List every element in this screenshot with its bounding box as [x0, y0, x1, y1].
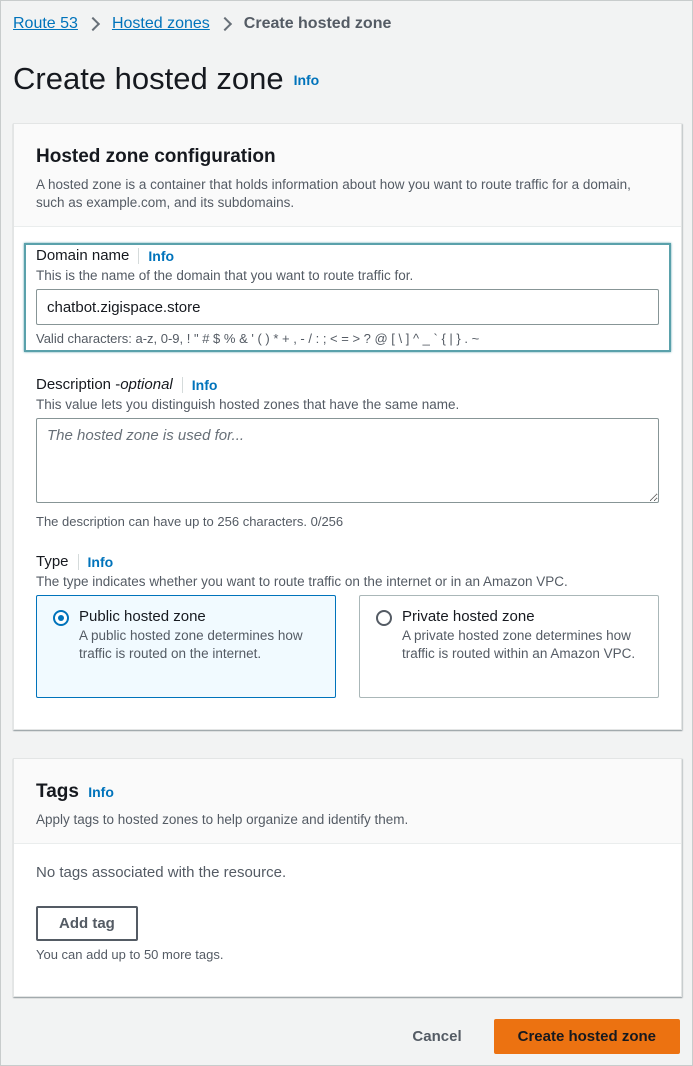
tags-limit-text: You can add up to 50 more tags. — [36, 947, 224, 962]
hosted-zone-configuration-panel — [13, 123, 682, 730]
description-label — [36, 376, 659, 393]
tags-title — [36, 781, 659, 803]
description-textarea[interactable] — [36, 418, 659, 503]
private-zone-description: A private hosted zone determines how traffic is routed within an Amazon VPC. — [402, 628, 636, 661]
public-zone-description: A public hosted zone determines how traffic is routed on the internet. — [79, 628, 303, 661]
page-info-link[interactable]: Info — [293, 72, 320, 88]
domain-name-input[interactable] — [36, 289, 659, 325]
cancel-button[interactable]: Cancel — [412, 1028, 462, 1045]
add-tag-button[interactable]: Add tag — [36, 906, 138, 941]
private-zone-text — [402, 608, 642, 685]
breadcrumb-route53[interactable]: Route 53 — [13, 15, 78, 32]
config-header — [14, 124, 681, 227]
description-label-optional: optional — [120, 376, 173, 393]
description-constraint: The description can have up to 256 characters. 0/256 — [36, 514, 344, 529]
public-hosted-zone-tile[interactable] — [36, 595, 336, 698]
tags-panel — [13, 758, 682, 997]
private-zone-radio[interactable] — [376, 610, 392, 626]
page-title-text: Create hosted zone — [13, 61, 284, 96]
chevron-right-icon — [86, 17, 100, 31]
type-label-text: Type — [36, 553, 69, 570]
tags-description: Apply tags to hosted zones to help organize and identify them. — [36, 812, 409, 827]
description-label-text: Description - — [36, 376, 121, 393]
tags-body — [14, 844, 681, 984]
type-tiles — [36, 595, 659, 698]
tags-info-link[interactable]: Info — [88, 784, 114, 800]
config-title: Hosted zone configuration — [36, 146, 276, 167]
breadcrumb-hosted-zones[interactable]: Hosted zones — [111, 15, 210, 32]
type-description: The type indicates whether you want to route traffic on the internet or in an Amazon VPC. — [36, 574, 568, 589]
private-zone-title: Private hosted zone — [402, 608, 535, 625]
type-label — [36, 553, 659, 570]
domain-name-info-link[interactable]: Info — [138, 248, 174, 264]
type-field — [36, 553, 659, 698]
public-zone-title: Public hosted zone — [79, 608, 206, 625]
description-info-link[interactable]: Info — [182, 377, 218, 393]
tags-header — [14, 759, 681, 844]
breadcrumb-current: Create hosted zone — [243, 15, 392, 32]
description-field — [36, 376, 659, 529]
domain-name-description: This is the name of the domain that you want to route traffic for. — [36, 268, 414, 283]
type-info-link[interactable]: Info — [78, 554, 114, 570]
domain-name-label — [36, 247, 659, 264]
tags-empty-text: No tags associated with the resource. — [36, 864, 287, 881]
config-body — [14, 227, 681, 720]
tags-title-text: Tags — [36, 781, 79, 802]
breadcrumb — [13, 13, 391, 35]
private-hosted-zone-tile[interactable] — [359, 595, 659, 698]
description-help: This value lets you distinguish hosted zones that have the same name. — [36, 397, 460, 412]
public-zone-radio[interactable] — [53, 610, 69, 626]
public-zone-text — [79, 608, 319, 685]
page-title — [13, 61, 319, 97]
domain-name-field — [24, 243, 671, 352]
create-hosted-zone-button[interactable]: Create hosted zone — [494, 1019, 680, 1054]
config-description: A hosted zone is a container that holds information about how you want to route traffic for a domain, such as example.com, and its subdomains. — [36, 177, 631, 210]
form-footer — [412, 1019, 680, 1054]
domain-name-label-text: Domain name — [36, 247, 130, 264]
chevron-right-icon — [218, 17, 232, 31]
domain-name-constraint: Valid characters: a-z, 0-9, ! " # $ % & ' ( ) * + , - / : ; < = > ? @ [ \ ] ^ _ ` { | } . ~ — [36, 331, 480, 346]
